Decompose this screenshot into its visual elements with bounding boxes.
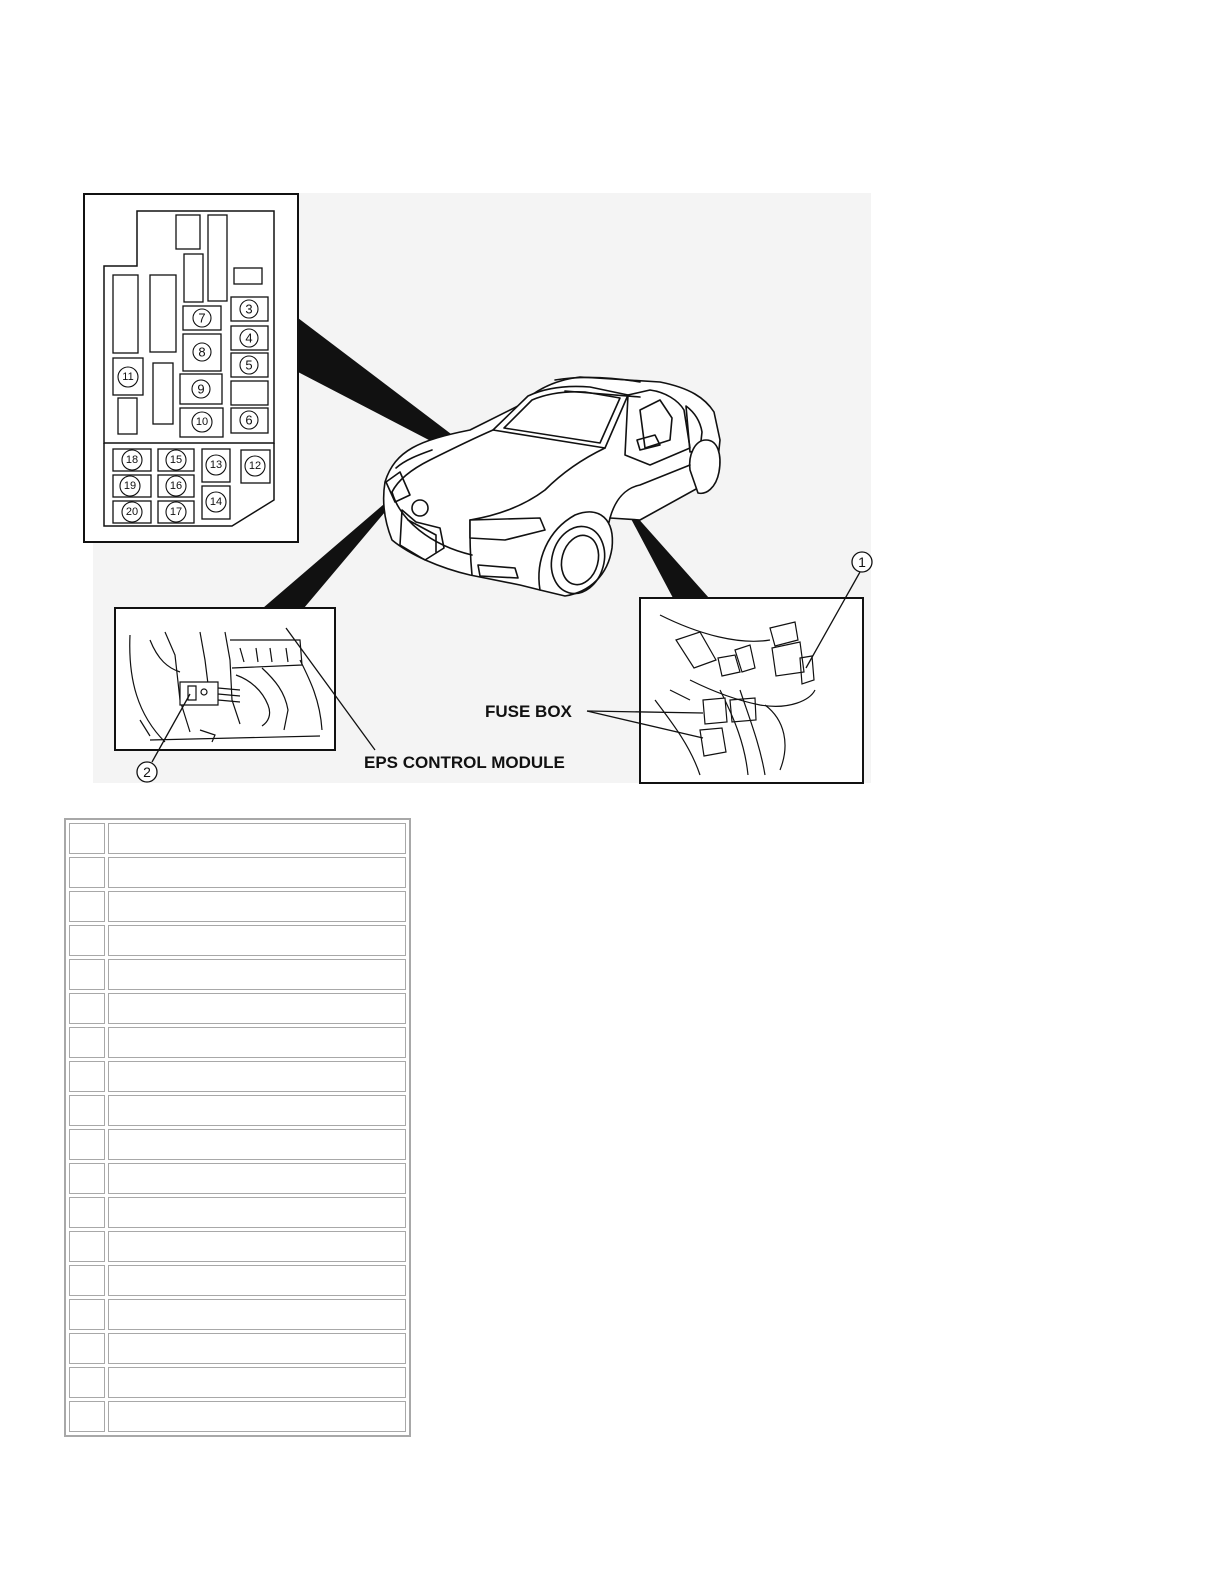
table-row: [69, 823, 406, 854]
callout-number-2: 2: [143, 764, 151, 780]
row-item-cell: [108, 1061, 406, 1092]
row-number-cell: [69, 1299, 105, 1330]
table-row: [69, 959, 406, 990]
row-item-cell: [108, 1401, 406, 1432]
row-item-cell: [108, 1129, 406, 1160]
row-number-cell: [69, 1197, 105, 1228]
table-row: [69, 1027, 406, 1058]
fuse-number: 13: [209, 459, 223, 471]
row-number-cell: [69, 993, 105, 1024]
fuse-number: 3: [245, 301, 253, 317]
row-number-cell: [69, 959, 105, 990]
table-row: [69, 1299, 406, 1330]
fuse-number: 10: [195, 416, 209, 428]
row-number-cell: [69, 1231, 105, 1262]
table-row: [69, 1333, 406, 1364]
table-row: [69, 1401, 406, 1432]
table-row: [69, 1061, 406, 1092]
fuse-number: 14: [209, 496, 223, 508]
table-row: [69, 891, 406, 922]
row-item-cell: [108, 959, 406, 990]
fuse-number: 15: [169, 454, 183, 466]
row-item-cell: [108, 1299, 406, 1330]
callout-number-1: 1: [858, 554, 866, 570]
row-number-cell: [69, 823, 105, 854]
table-row: [69, 1197, 406, 1228]
table-row: [69, 1095, 406, 1126]
table-row: [69, 1129, 406, 1160]
fuse-box-label: FUSE BOX: [485, 702, 572, 721]
table-row: [69, 1231, 406, 1262]
row-item-cell: [108, 891, 406, 922]
row-item-cell: [108, 1333, 406, 1364]
fuse-number: 18: [125, 454, 139, 466]
fuse-box-inset: [84, 194, 298, 542]
fuse-number: 20: [125, 506, 139, 518]
row-item-cell: [108, 1367, 406, 1398]
table-row: [69, 1163, 406, 1194]
row-number-cell: [69, 925, 105, 956]
fuse-number: 5: [245, 357, 253, 373]
row-number-cell: [69, 857, 105, 888]
row-item-cell: [108, 993, 406, 1024]
row-number-cell: [69, 1061, 105, 1092]
row-item-cell: [108, 1027, 406, 1058]
eps-control-module-label: EPS CONTROL MODULE: [364, 753, 565, 772]
fuse-number: 16: [169, 480, 183, 492]
table-row: [69, 857, 406, 888]
table-row: [69, 993, 406, 1024]
row-number-cell: [69, 1333, 105, 1364]
table-row: [69, 1265, 406, 1296]
row-number-cell: [69, 1163, 105, 1194]
fuse-number: 9: [197, 381, 205, 397]
row-number-cell: [69, 1401, 105, 1432]
row-item-cell: [108, 1095, 406, 1126]
fuse-number: 6: [245, 412, 253, 428]
fuse-number: 4: [245, 330, 253, 346]
row-number-cell: [69, 1027, 105, 1058]
table-row: [69, 925, 406, 956]
row-item-cell: [108, 1197, 406, 1228]
legend-table: [64, 818, 411, 1437]
row-item-cell: [108, 1163, 406, 1194]
row-number-cell: [69, 1265, 105, 1296]
row-item-cell: [108, 823, 406, 854]
row-number-cell: [69, 891, 105, 922]
row-item-cell: [108, 1231, 406, 1262]
row-number-cell: [69, 1367, 105, 1398]
fuse-number: 19: [123, 480, 137, 492]
row-item-cell: [108, 1265, 406, 1296]
row-item-cell: [108, 925, 406, 956]
fuse-number: 17: [169, 506, 183, 518]
row-item-cell: [108, 857, 406, 888]
legend-table-body: [69, 823, 406, 1432]
row-number-cell: [69, 1129, 105, 1160]
fuse-number: 11: [122, 371, 134, 383]
table-row: [69, 1367, 406, 1398]
fuse-number: 12: [248, 460, 262, 472]
row-number-cell: [69, 1095, 105, 1126]
fuse-number: 7: [198, 310, 206, 326]
fuse-number: 8: [198, 344, 206, 360]
